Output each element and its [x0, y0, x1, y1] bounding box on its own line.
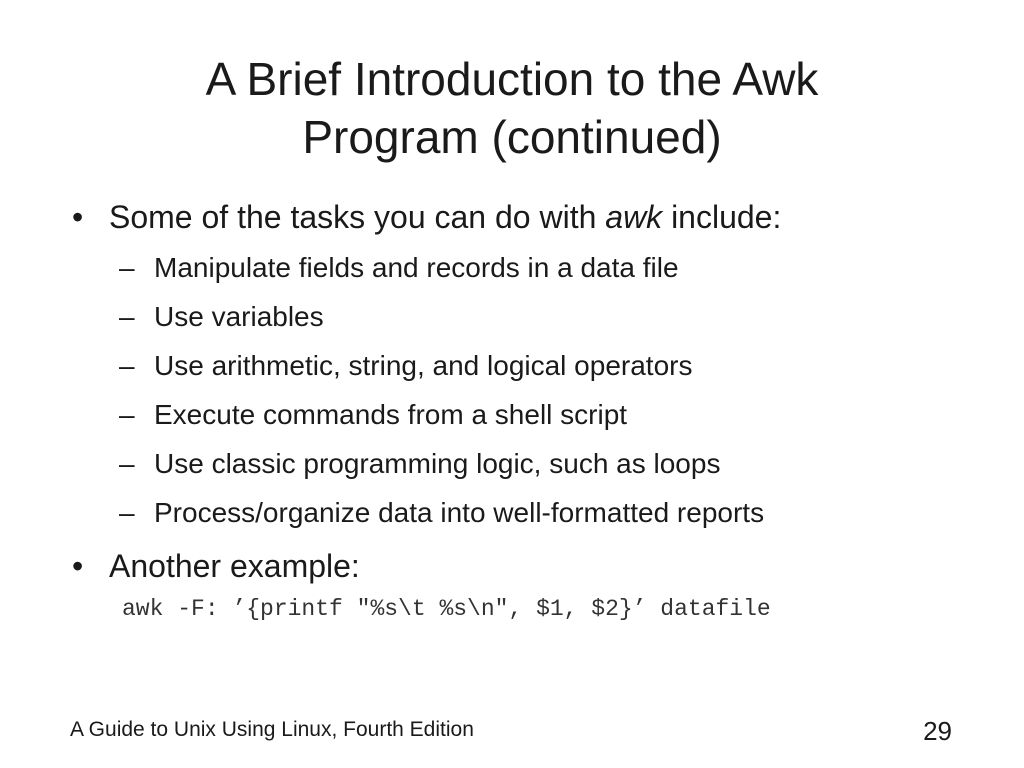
- bullet-marker: •: [72, 548, 84, 584]
- sub-item-marker: –: [119, 448, 135, 479]
- slide-footer: A Guide to Unix Using Linux, Fourth Edition: [70, 718, 474, 741]
- sub-item-text: Use arithmetic, string, and logical operators: [154, 350, 693, 381]
- slide-title: [60, 50, 964, 166]
- sub-item-text: Execute commands from a shell script: [154, 399, 628, 430]
- bullet-text-italic: awk: [605, 199, 663, 235]
- page-number: 29: [923, 716, 952, 746]
- sub-item-marker: –: [119, 301, 135, 332]
- bullet-text: Another example:: [109, 548, 360, 584]
- sub-item-text: Use classic programming logic, such as loops: [154, 448, 721, 479]
- sub-item-marker: –: [119, 252, 135, 283]
- sub-item-text: Manipulate fields and records in a data file: [154, 252, 679, 283]
- bullet-text-before: Some of the tasks you can do with: [109, 199, 606, 235]
- bullet-text: [109, 197, 781, 237]
- code-example: awk -F: ’{printf "%s\t %s\n", $1, $2}’ datafile: [122, 596, 771, 622]
- sub-item-text: Use variables: [154, 301, 324, 332]
- sub-item-marker: –: [119, 399, 135, 430]
- sub-item-marker: –: [119, 497, 135, 528]
- sub-item-text: Process/organize data into well-formatted reports: [154, 497, 765, 528]
- bullet-text-after: include:: [662, 199, 782, 235]
- slide-title-line-1: A Brief Introduction to the Awk: [205, 53, 819, 105]
- bullet-marker: •: [72, 199, 84, 235]
- sub-item-marker: –: [119, 350, 135, 381]
- slide-title-line-2: Program (continued): [302, 111, 722, 163]
